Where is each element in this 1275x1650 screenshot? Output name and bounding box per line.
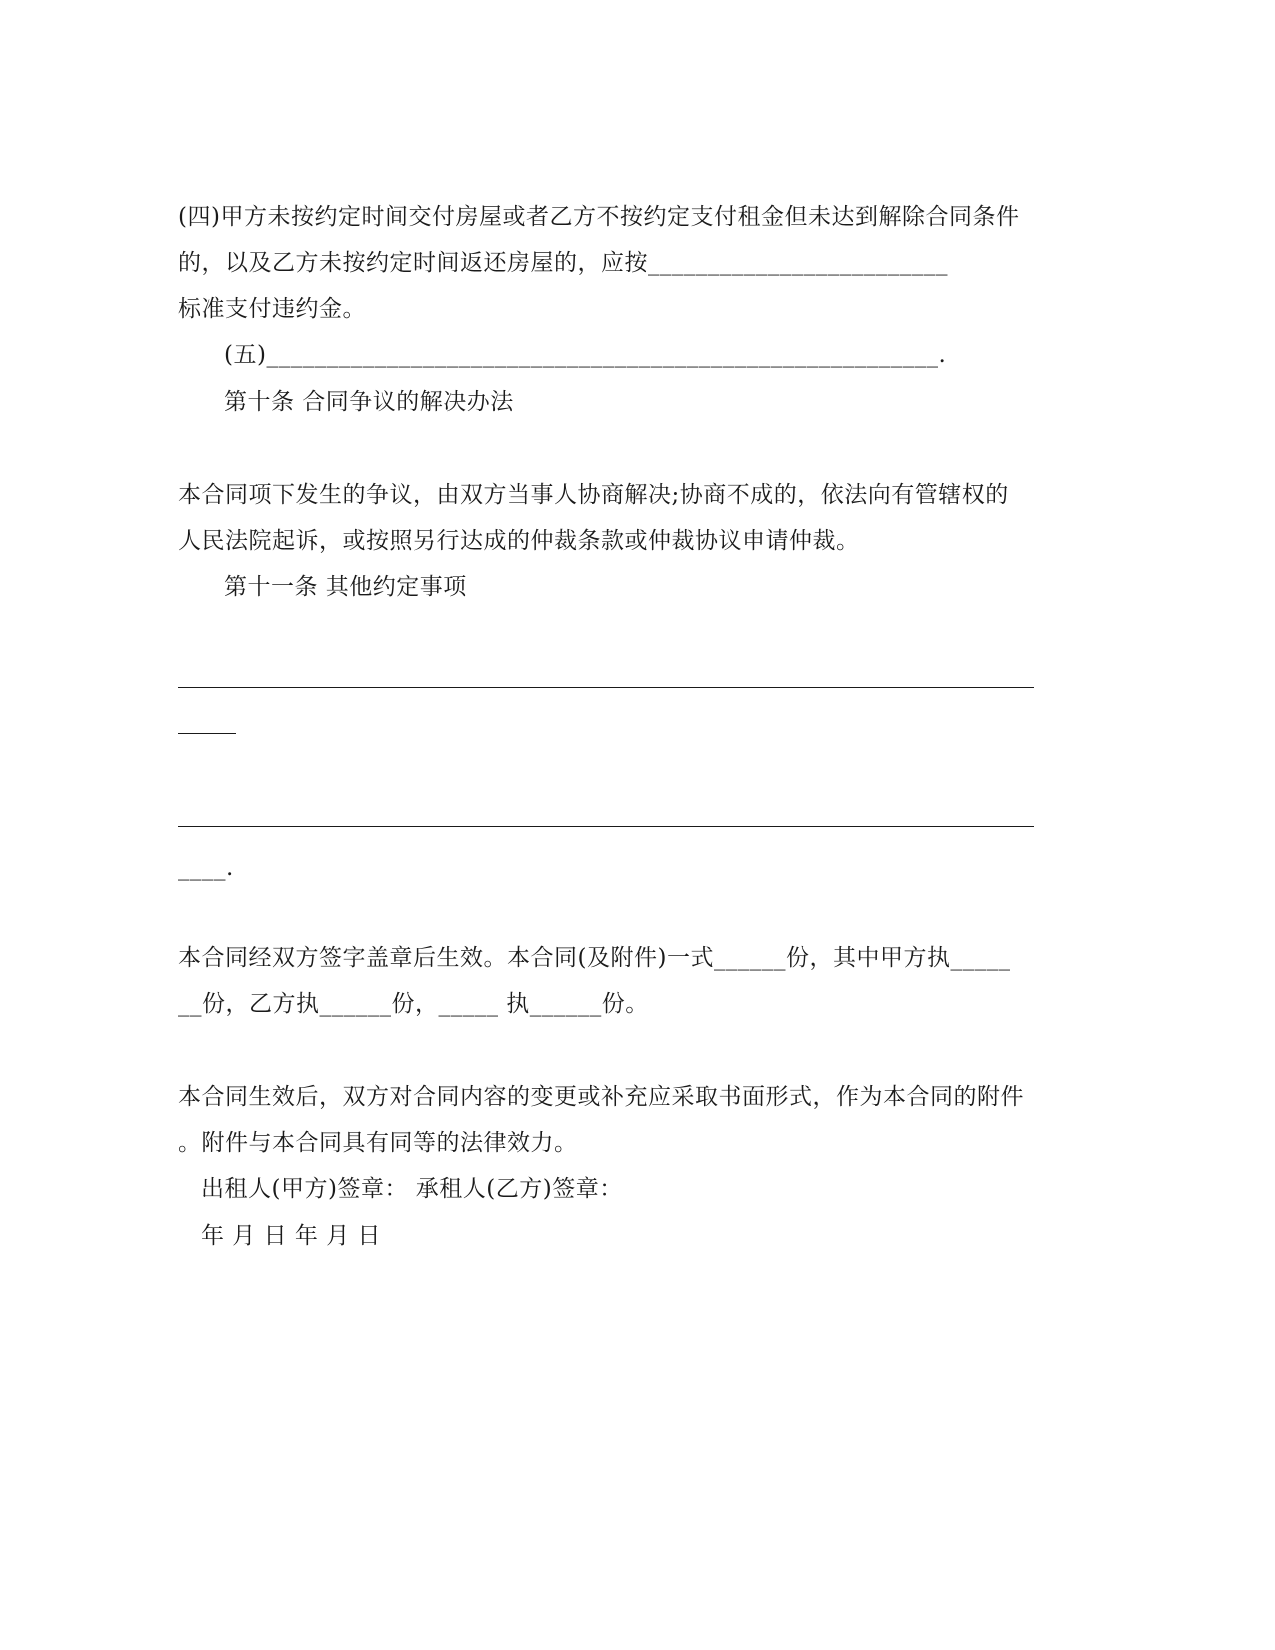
other-matters-blank-1 xyxy=(178,687,1034,688)
other-matters-blank-2-end: ____. xyxy=(178,855,234,881)
effect-line-2: __份，乙方执______份，_____ 执______份。 xyxy=(178,991,649,1017)
other-matters-blank-1-continued xyxy=(178,733,236,734)
amendment-line-2: 。附件与本合同具有同等的法律效力。 xyxy=(178,1130,578,1156)
clause-4-line-1: (四)甲方未按约定时间交付房屋或者乙方不按约定支付租金但未达到解除合同条件 xyxy=(178,204,1020,230)
clause-4-line-3: 标准支付违约金。 xyxy=(178,296,366,322)
article-10-line-2: 人民法院起诉，或按照另行达成的仲裁条款或仲裁协议申请仲裁。 xyxy=(178,528,860,554)
effect-line-1: 本合同经双方签字盖章后生效。本合同(及附件)一式______份，其中甲方执_____ xyxy=(178,945,1011,971)
other-matters-blank-2 xyxy=(178,826,1034,827)
article-11-heading: 第十一条 其他约定事项 xyxy=(224,574,467,600)
article-10-heading: 第十条 合同争议的解决办法 xyxy=(224,389,514,415)
signature-date: 年 月 日 年 月 日 xyxy=(201,1223,382,1249)
clause-4-line-2: 的，以及乙方未按约定时间返还房屋的，应按_________________________ xyxy=(178,250,948,276)
amendment-line-1: 本合同生效后，双方对合同内容的变更或补充应采取书面形式，作为本合同的附件 xyxy=(178,1084,1024,1110)
clause-5: (五)________________________________________________________. xyxy=(224,342,947,368)
article-10-line-1: 本合同项下发生的争议，由双方当事人协商解决;协商不成的，依法向有管辖权的 xyxy=(178,482,1009,508)
signature-line: 出租人(甲方)签章： 承租人(乙方)签章： xyxy=(201,1176,623,1202)
